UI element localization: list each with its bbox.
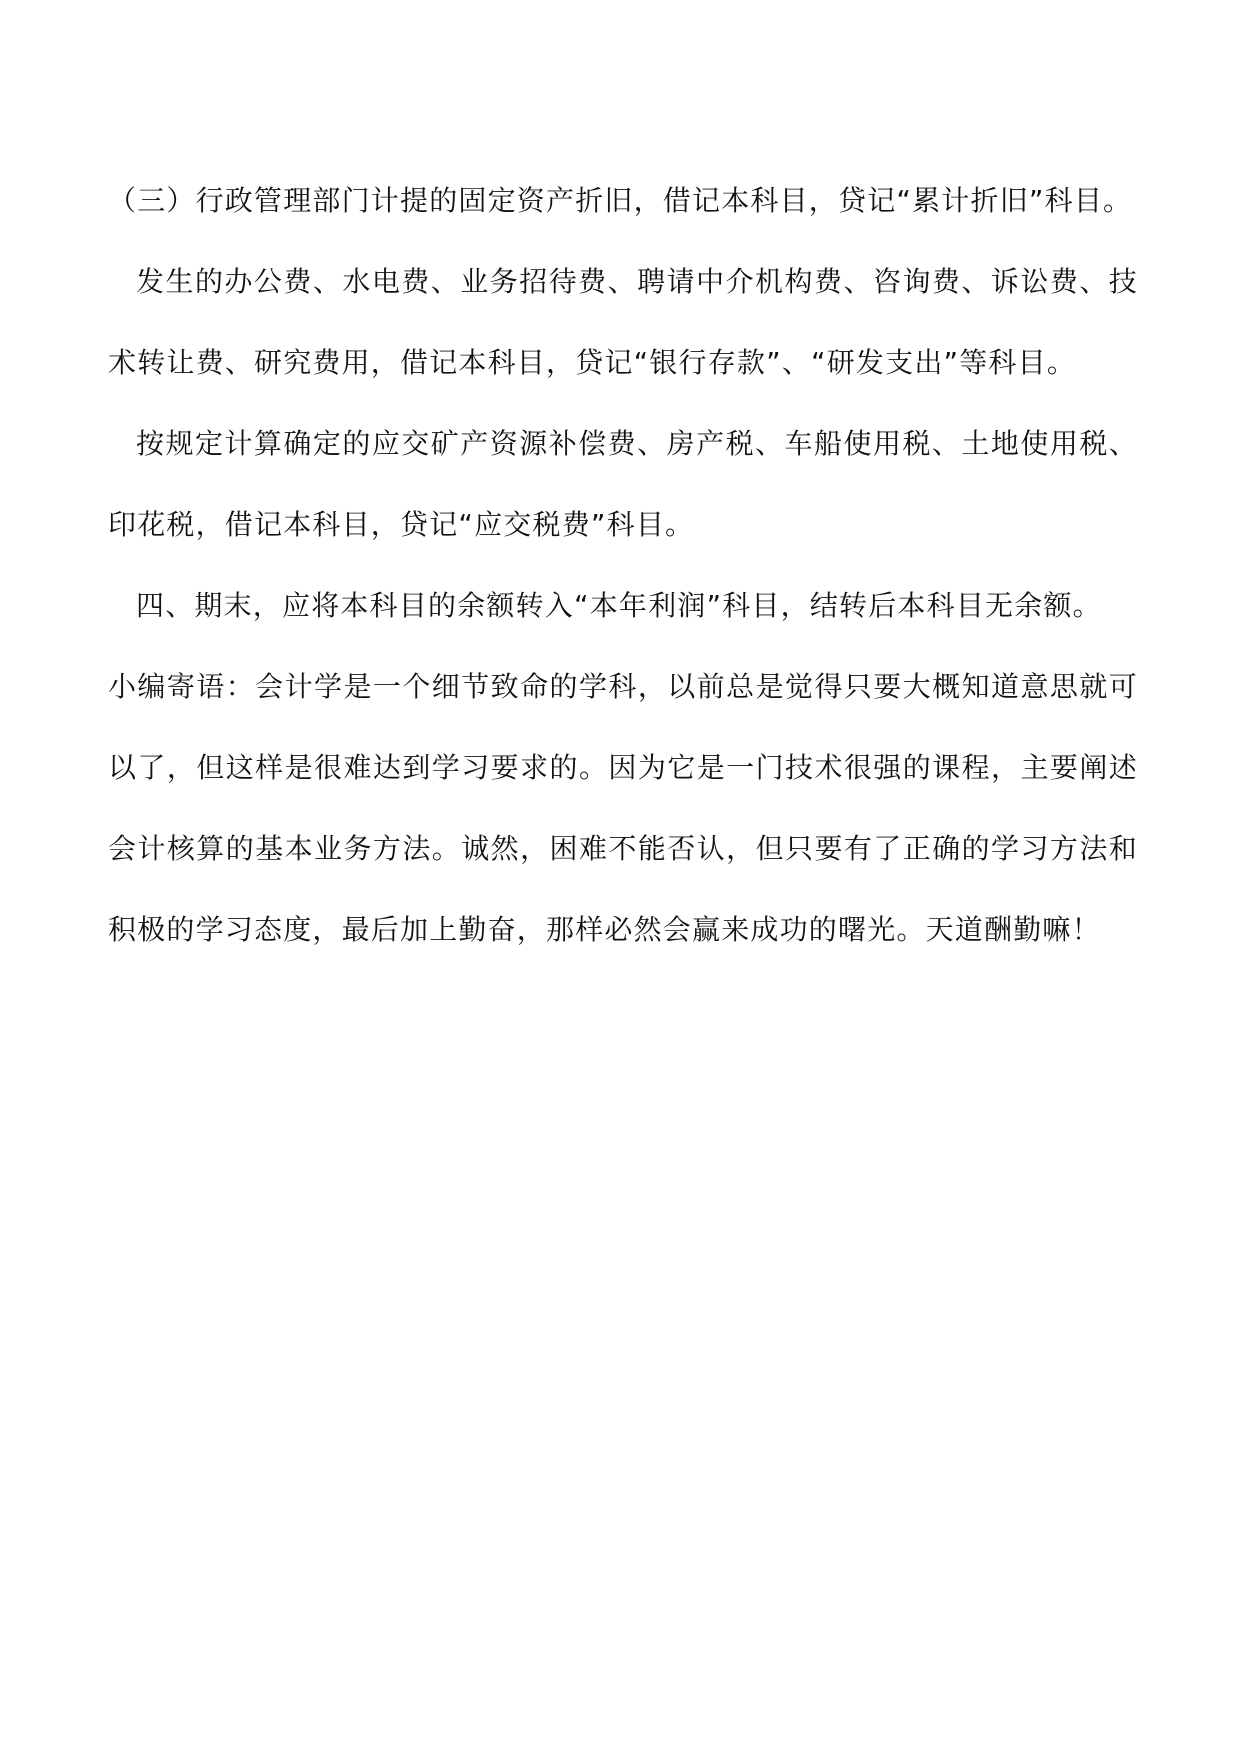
paragraph-editor-note: 小编寄语：会计学是一个细节致命的学科，以前总是觉得只要大概知道意思就可以了，但这样是很难达到学习要求的。因为它是一门技术很强的课程，主要阐述会计核算的基本业务方法。诚然，困难不能否认，但只要有了正确的学习方法和积极的学习态度，最后加上勤奋，那样必然会赢来成功的曙光。天道酬勤嘛！: [108, 670, 1138, 946]
paragraph-office-expenses: 发生的办公费、水电费、业务招待费、聘请中介机构费、咨询费、诉讼费、技术转让费、研究费用，借记本科目，贷记“银行存款”、“研发支出”等科目。: [108, 265, 1138, 379]
paragraph-depreciation: （三）行政管理部门计提的固定资产折旧，借记本科目，贷记“累计折旧”科目。: [108, 184, 1133, 217]
paragraph-taxes: 按规定计算确定的应交矿产资源补偿费、房产税、车船使用税、土地使用税、印花税，借记本科目，贷记“应交税费”科目。: [108, 427, 1138, 541]
document-body: [108, 160, 1138, 970]
paragraph-period-end: 四、期末，应将本科目的余额转入“本年利润”科目，结转后本科目无余额。: [136, 589, 1102, 622]
